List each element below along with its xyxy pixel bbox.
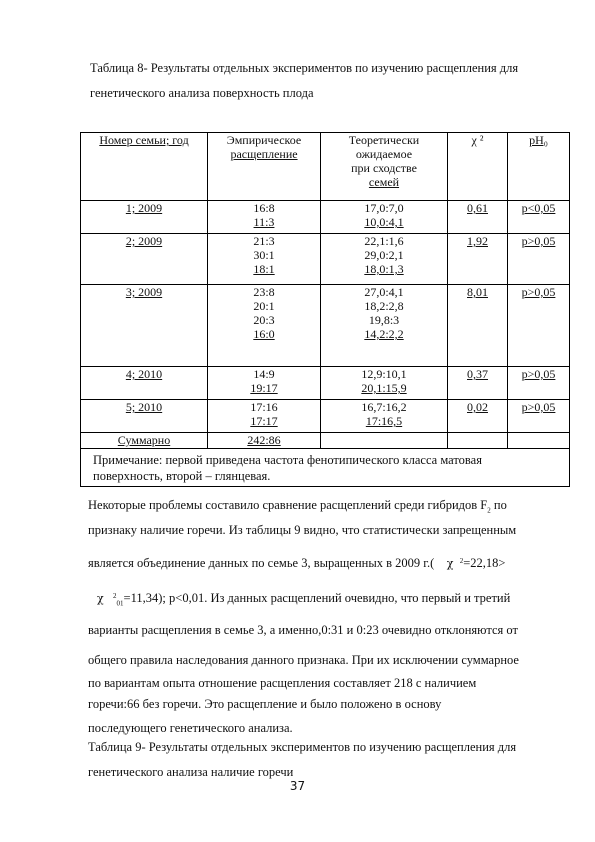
- theoretical-value: 20,1:15,9: [361, 381, 407, 395]
- p-value: p>0,05: [521, 285, 556, 299]
- table-note: Примечание: первой приведена частота фенотипического класса матовая поверхность, второй – глянцевая.: [81, 449, 570, 487]
- theoretical-value: 12,9:10,1: [361, 367, 407, 381]
- table-row: [81, 285, 570, 367]
- table8-caption-line2: генетического анализа поверхность плода: [90, 86, 314, 100]
- summary-value: 242:86: [247, 433, 281, 447]
- theoretical-value: 19,8:3: [368, 313, 400, 327]
- body-line-1: Некоторые проблемы составило сравнение расщеплений среди гибридов $F_2$ по: [88, 498, 507, 515]
- body-line-3: является объединение данных по семье 3, выращенных в 2009 г.( χ $^2$=22,18>: [88, 556, 506, 570]
- theoretical-value: 17:16,5: [365, 414, 403, 428]
- table8-caption-line1: Таблица 8- Результаты отдельных экспериментов по изучению расщепления для: [90, 61, 519, 75]
- empirical-value: 18:1: [253, 262, 275, 276]
- empirical-value: 21:3: [253, 234, 275, 248]
- empirical-value: 19:17: [250, 381, 278, 395]
- family-cell: 3; 2009: [125, 285, 163, 299]
- body-line-5: варианты расщепления в семье 3, а именно,0:31 и 0:23 очевидно отклоняются от: [88, 623, 518, 637]
- family-cell: 4; 2010: [125, 367, 163, 381]
- table-note-row: [81, 449, 570, 487]
- p-value: p>0,05: [521, 234, 556, 248]
- table9-caption-line2: генетического анализа наличие горечи: [88, 765, 294, 779]
- header-p-value: pH₀: [508, 133, 570, 201]
- summary-label: Суммарно: [117, 433, 171, 447]
- chi-value: 8,01: [467, 285, 488, 299]
- header-empirical: Эмпирическое расщепление: [208, 133, 321, 201]
- empirical-value: 17:16: [250, 400, 278, 414]
- chi-value: 1,92: [467, 234, 488, 248]
- theoretical-value: 18,0:1,3: [364, 262, 404, 276]
- chi-value: 0,02: [467, 400, 488, 414]
- empirical-value: 11:3: [253, 215, 275, 229]
- header-theoretical: Теоретически ожидаемое при сходстве семей: [321, 133, 448, 201]
- body-line-8: горечи:66 без горечи. Это расщепление и было положено в основу: [88, 697, 442, 711]
- table9-caption-line1: Таблица 9- Результаты отдельных экспериментов по изучению расщепления для: [88, 740, 517, 754]
- body-line-4: χ $^2_{01}$=11,34); p<0,01. Из данных расщеплений очевидно, что первый и третий: [97, 591, 511, 608]
- table-summary-row: [81, 433, 570, 449]
- table-header-row: [81, 133, 570, 201]
- empirical-value: 30:1: [253, 248, 275, 262]
- theoretical-value: 14,2:2,2: [364, 327, 404, 341]
- theoretical-value: 27,0:4,1: [364, 285, 404, 299]
- table-row: [81, 201, 570, 234]
- p-value: p>0,05: [521, 367, 556, 381]
- body-line-2: признаку наличие горечи. Из таблицы 9 видно, что статистически запрещенным: [88, 523, 517, 537]
- empirical-value: 20:1: [253, 299, 275, 313]
- page-number: 37: [289, 779, 306, 793]
- body-line-9: последующего генетического анализа.: [88, 721, 293, 735]
- theoretical-value: 22,1:1,6: [364, 234, 404, 248]
- body-line-6: общего правила наследования данного признака. При их исключении суммарное: [88, 653, 519, 667]
- empirical-value: 16:8: [253, 201, 275, 215]
- family-cell: 2; 2009: [125, 234, 163, 248]
- results-table-8: [80, 132, 570, 487]
- theoretical-value: 16,7:16,2: [361, 400, 407, 414]
- empirical-value: 16:0: [253, 327, 275, 341]
- theoretical-value: 17,0:7,0: [364, 201, 404, 215]
- theoretical-value: 18,2:2,8: [364, 299, 404, 313]
- empirical-value: 17:17: [250, 414, 278, 428]
- family-cell: 5; 2010: [125, 400, 163, 414]
- chi-value: 0,61: [467, 201, 488, 215]
- p-value: p>0,05: [521, 400, 556, 414]
- table-row: [81, 400, 570, 433]
- body-line-7: по вариантам опыта отношение расщепления составляет 218 с наличием: [88, 676, 477, 690]
- theoretical-value: 10,0:4,1: [364, 215, 404, 229]
- p-value: p<0,05: [521, 201, 556, 215]
- empirical-value: 23:8: [253, 285, 275, 299]
- theoretical-value: 29,0:2,1: [364, 248, 404, 262]
- empirical-value: 14:9: [253, 367, 275, 381]
- header-family: Номер семьи; год: [81, 133, 208, 201]
- family-cell: 1; 2009: [125, 201, 163, 215]
- table-row: [81, 367, 570, 400]
- empirical-value: 20:3: [253, 313, 275, 327]
- table-row: [81, 234, 570, 285]
- header-chi-square: χ ²: [448, 133, 508, 201]
- chi-value: 0,37: [467, 367, 488, 381]
